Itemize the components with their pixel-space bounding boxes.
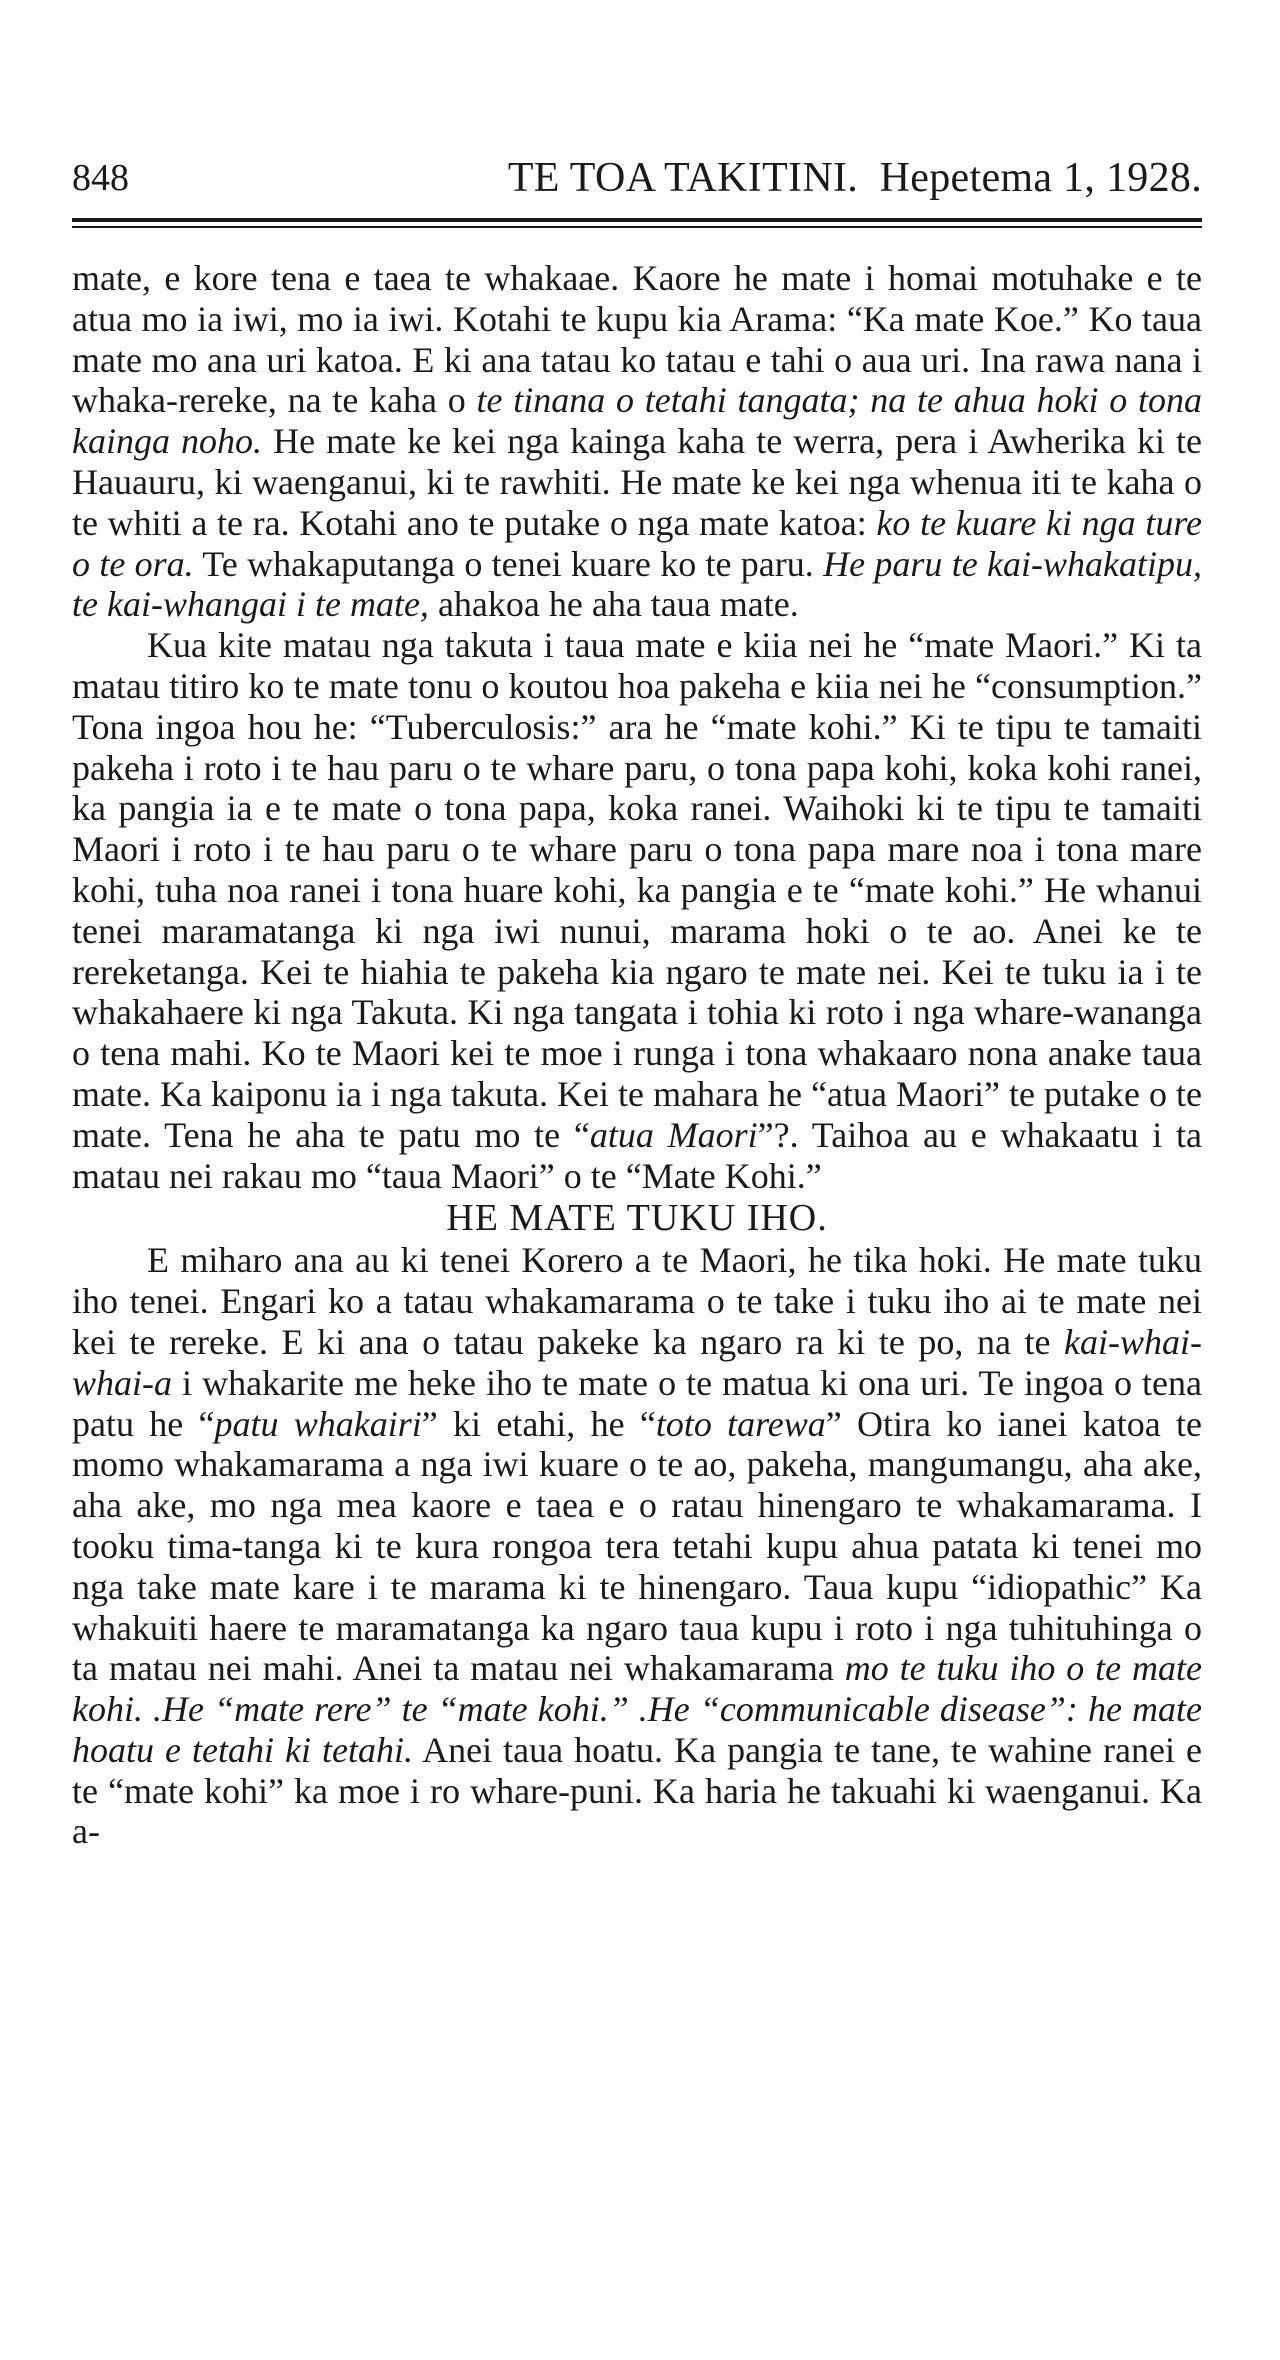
paragraph-2-text-a: Kua kite matau nga takuta i taua mate e kiia nei he “mate Maori.” Ki ta matau titiro ko te mate tonu o koutou hoa pakeha e kiia nei he “consumption.” Tona ingoa hou he: “Tuberculosis:” ara he “mate kohi.” Ki te tipu te tamaiti pakeha i roto i te hau paru o te whare paru, o tona papa kohi, koka kohi ranei, ka pangia ia e te mate o tona papa, koka ranei. Waihoki ki te tipu te tamaiti Maori i roto i te hau paru o te whare paru o tona papa mare noa i tona mare kohi, tuha noa ranei i tona huare kohi, ka pangia e te “mate kohi.” He whanui tenei maramatanga ki nga iwi nunui, marama hoki o te ao. Anei ke te rereketanga. Kei te hiahia te pakeha kia ngaro te mate nei. Kei te tuku ia i te whakahaere ki nga Takuta. Ki nga tangata i tohia ki roto i nga whare-wananga o tena mahi. Ko te Maori kei te moe i runga i tona whakaaro nona anake taua mate. Ka kaiponu ia i nga takuta. Kei te mahara he “atua Maori” te putake o te mate. Tena he aha te patu mo te “ [72, 625, 1202, 1155]
paragraph-1-italic-c: He paru te kai-whakatipu, te kai-whangai i te mate, [72, 543, 1202, 625]
paragraph-3-text-a: E miharo ana au ki tenei Korero a te Maori, he tika hoki. He mate tuku iho tenei. Engari ko a tatau whakamarama o te take i tuku iho ai te mate nei kei te rereke. E ki ana o tatau pakeke ka ngaro ra ki te po, na te [72, 1240, 1202, 1362]
paragraph-3-text-b: i whakarite me heke iho te mate o te matua ki ona uri. Te ingoa o tena patu he “ [72, 1362, 1202, 1444]
header-rule-thick [72, 218, 1202, 222]
paragraph-2 [72, 625, 1202, 1196]
section-heading: HE MATE TUKU IHO. [446, 1197, 828, 1240]
paragraph-1-text-b: He mate ke kei nga kainga kaha te werra, pera i Awherika ki te Hauauru, ki waenganui, ki te rawhiti. He mate ke kei nga whenua iti te kaha o te whiti a te ra. Kotahi ano te putake o nga mate katoa: [72, 421, 1202, 543]
newspaper-page [72, 150, 1202, 1852]
paragraph-2-italic-a: atua Maori [589, 1114, 758, 1155]
issue-date: Hepetema 1, 1928. [879, 155, 1202, 201]
running-head [508, 150, 1202, 206]
paragraph-3-text-e: Anei taua hoatu. Ka pangia te tane, te wahine ranei e te “mate kohi” ka moe i ro whare-puni. Ka haria he takuahi ki waenganui. Ka a- [72, 1729, 1203, 1852]
paragraph-3-italic-c: toto tarewa [655, 1403, 826, 1444]
paragraph-1-italic-a: te tinana o tetahi tangata; na te ahua hoki o tona kainga noho. [72, 380, 1202, 462]
paragraph-3-text-d: ” Otira ko ianei katoa te momo whakamarama a nga iwi kuare o te ao, pakeha, mangumangu, aha ake, aha ake, mo nga mea kaore e taea e o ratau hinengaro te whakamarama. I tooku tima-tanga ki te kura rongoa tera tetahi kupu ahua patata ki tenei mo nga take mate kare i te marama ki te hinengaro. Taua kupu “idiopathic” Ka whakuiti haere te maramatanga ka ngaro taua kupu i roto i nga tuhituhinga o ta matau nei mahi. Anei ta matau nei whakamarama [72, 1403, 1203, 1689]
paragraph-3-italic-a: kai-whai-whai-a [72, 1321, 1202, 1403]
paragraph-3-text-c: ” ki etahi, he “ [421, 1403, 656, 1444]
paragraph-1-italic-b: ko te kuare ki nga ture o te ora. [72, 502, 1202, 584]
paragraph-1-text-a: mate, e kore tena e taea te whakaae. Kaore he mate i homai motuhake e te atua mo ia iwi, mo ia iwi. Kotahi te kupu kia Arama: “Ka mate Koe.” Ko taua mate mo ana uri katoa. E ki ana tatau ko tatau e tahi o aua uri. Ina rawa nana i whaka-rereke, na te kaha o [72, 258, 1202, 421]
publication-title: TE TOA TAKITINI. [507, 155, 859, 201]
article-body [72, 258, 1202, 1852]
paragraph-1-text-d: ahakoa he aha taua mate. [428, 584, 799, 625]
paragraph-3 [72, 1240, 1202, 1852]
paragraph-1-text-c: Te whakaputanga o tenei kuare ko te paru. [193, 543, 824, 584]
header-rule-thin [72, 226, 1202, 228]
paragraph-2-text-b: ”?. Taihoa au e whakaatu i ta matau nei rakau mo “taua Maori” o te “Mate Kohi.” [72, 1114, 1202, 1196]
page-number: 848 [72, 157, 129, 199]
paragraph-3-italic-b: patu whakairi [214, 1403, 422, 1444]
page-header [72, 150, 1202, 206]
paragraph-1 [72, 258, 1202, 625]
paragraph-3-italic-d: mo te tuku iho o te mate kohi. .He “mate rere” te “mate kohi.” .He “communicable disease”: he mate hoatu e tetahi ki tetahi. [72, 1648, 1203, 1770]
